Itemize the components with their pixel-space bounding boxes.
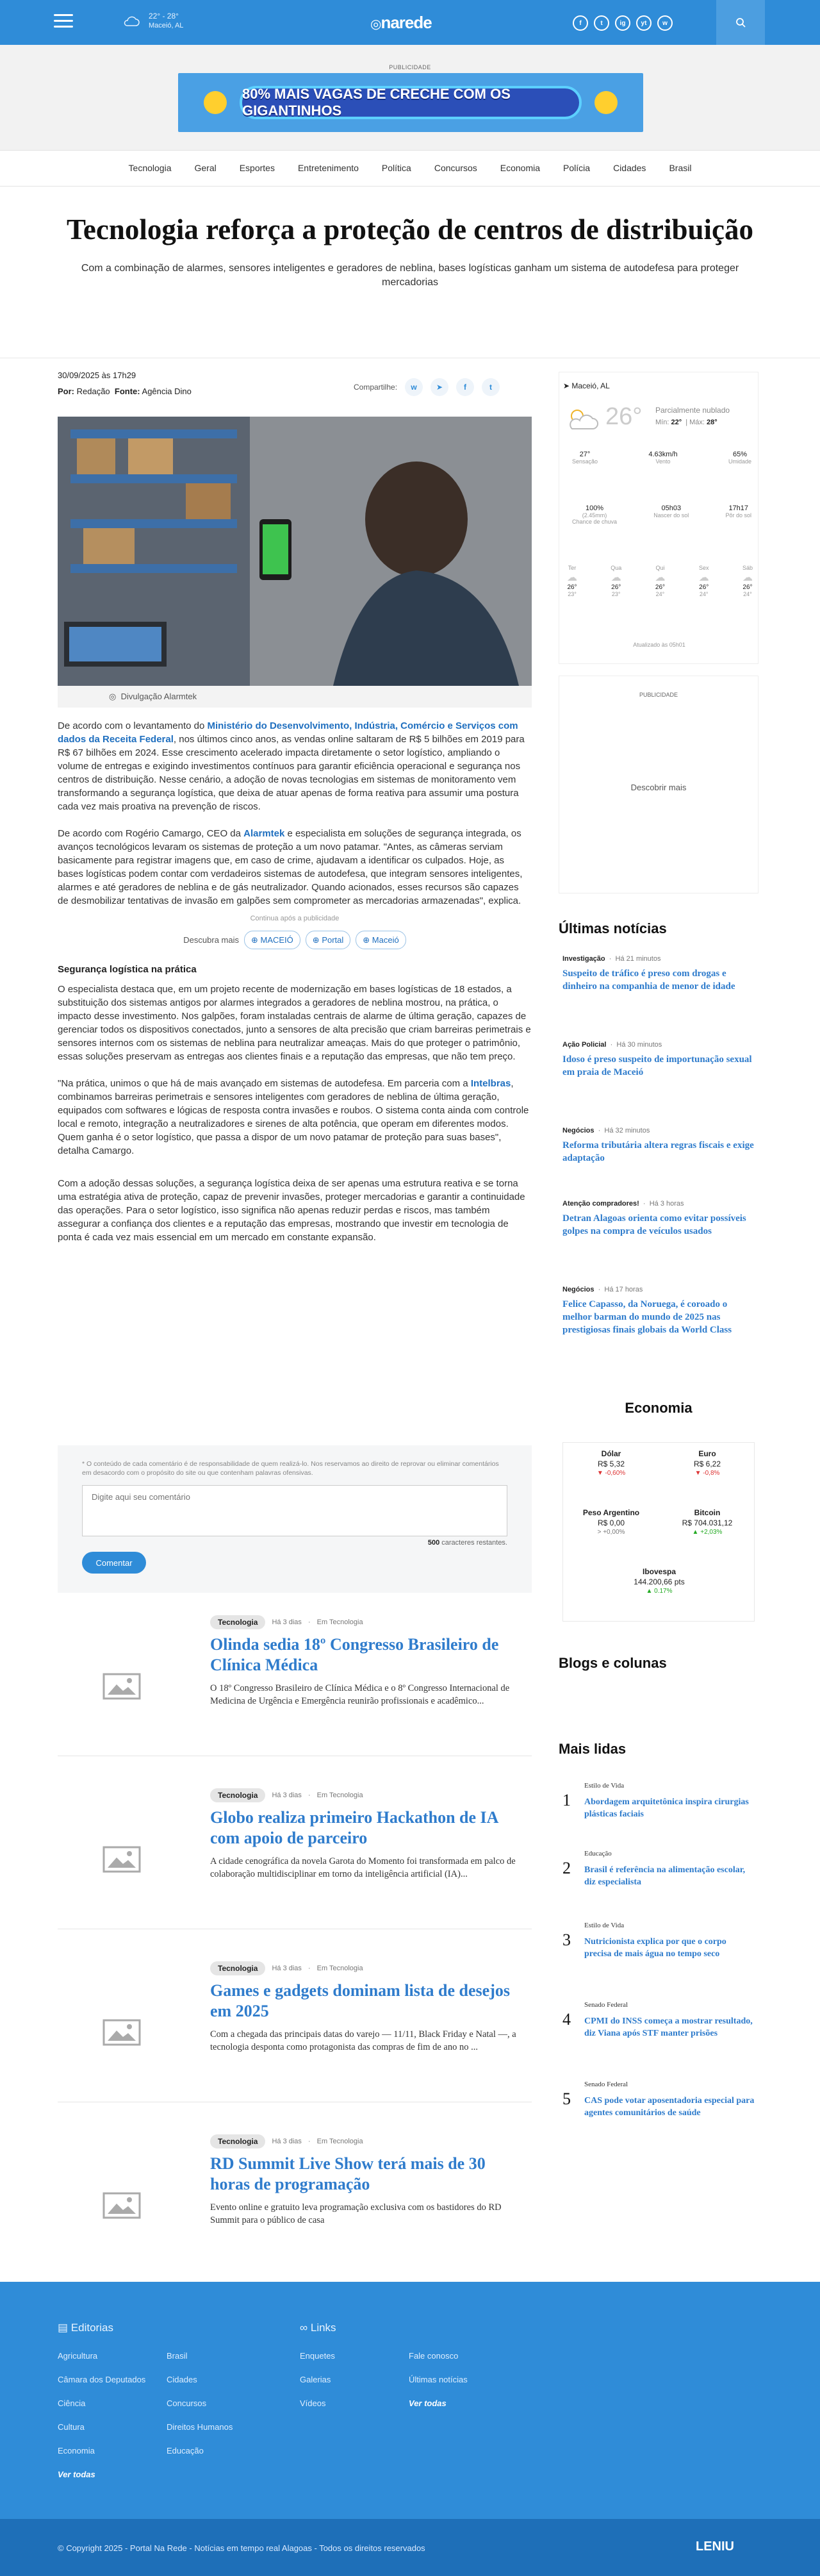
nav-item[interactable]: Cidades	[613, 163, 646, 173]
weather-temp: 26°	[605, 403, 643, 430]
currency-peso: Peso Argentino R$ 0,00 > +0,00%	[582, 1508, 640, 1536]
discover-tag[interactable]: ⊕ Portal	[306, 931, 350, 949]
footer-link[interactable]: Últimas notícias	[409, 2375, 468, 2384]
currency-euro: Euro R$ 6,22 ▼ -0,8%	[693, 1449, 721, 1477]
latest-news-title: Últimas notícias	[559, 920, 667, 936]
weather-updated: Atualizado às 05h01	[633, 642, 685, 648]
related-excerpt: O 18º Congresso Brasileiro de Clínica Médica e o 8º Congresso Internacional de Medicina de Urgência e Emergência reunirão profissionais e acadêmico...	[210, 1683, 510, 1706]
main-nav	[0, 151, 820, 187]
news-item[interactable]: Negócios · Há 32 minutos Reforma tributária altera regras fiscais e exige adaptação	[562, 1127, 754, 1163]
forecast-day: Ter ☁ 26° 23°	[567, 565, 577, 597]
footer	[0, 2282, 820, 2519]
footer-link[interactable]: Agricultura	[58, 2351, 98, 2361]
footer-editorias: ▤ Editorias Agricultura Brasil Câmara dos Deputados Cidades Ciência Concursos Cultura Direitos Humanos Economia Educação Ver todas	[58, 2322, 275, 2479]
article-subheading: Segurança logística na prática	[58, 964, 197, 975]
category-badge[interactable]: Tecnologia	[210, 2134, 265, 2148]
forecast-day: Sáb ☁ 26° 24°	[742, 565, 753, 597]
article-date: 30/09/2025 às 17h29	[58, 370, 136, 380]
developer-logo[interactable]: LENIU	[696, 2539, 734, 2554]
ad-banner-text: 80% MAIS VAGAS DE CRECHE COM OS GIGANTINHOS	[240, 86, 582, 119]
footer-link[interactable]: Concursos	[167, 2398, 207, 2408]
top-ad-zone	[0, 45, 820, 151]
facebook-icon[interactable]: f	[573, 15, 588, 31]
footer-link[interactable]: Câmara dos Deputados	[58, 2375, 146, 2384]
footer-see-all[interactable]: Ver todas	[58, 2470, 95, 2479]
index-ibovespa: Ibovespa 144.200,66 pts ▲ 0.17%	[634, 1567, 685, 1595]
whatsapp-icon[interactable]: w	[657, 15, 673, 31]
related-article[interactable]: Tecnologia Há 3 dias · Em Tecnologia Globo realiza primeiro Hackathon de IA com apoio de parceiro A cidade cenográfica da novela Garota do Momento foi transformada em palco de colaboração multidisciplinar em torno da inteligência artificial (IA)...	[58, 1788, 532, 1929]
nav-item[interactable]: Polícia	[563, 163, 591, 173]
news-item[interactable]: Investigação · Há 21 minutos Suspeito de tráfico é preso com drogas e dinheiro na companhia de menor de idade	[562, 955, 735, 992]
continue-ad-label: Continua após a publicidade	[250, 915, 340, 922]
smiley-icon	[204, 91, 227, 114]
forecast-day: Qua ☁ 26° 23°	[611, 565, 622, 597]
article-link[interactable]: Ministério do Desenvolvimento, Indústria, Comércio e Serviços com dados da Receita Federal	[58, 720, 518, 745]
news-item[interactable]: Atenção compradores! · Há 3 horas Detran Alagoas orienta como evitar possíveis golpes na compra de veículos usados	[562, 1200, 746, 1236]
copyright-text: © Copyright 2025 - Portal Na Rede - Notícias em tempo real Alagoas - Todos os direitos reservados	[58, 2543, 425, 2553]
footer-see-all[interactable]: Ver todas	[409, 2398, 447, 2408]
image-caption: ◎ Divulgação Alarmtek	[58, 686, 532, 708]
twitter-icon[interactable]: t	[594, 15, 609, 31]
smiley-icon	[594, 91, 618, 114]
related-title[interactable]: Globo realiza primeiro Hackathon de IA com apoio de parceiro	[210, 1808, 498, 1847]
site-logo[interactable]: ◎narede	[370, 13, 432, 32]
share-label: Compartilhe:	[354, 383, 398, 392]
footer-link[interactable]: Economia	[58, 2446, 95, 2456]
image-placeholder-icon	[102, 1846, 141, 1873]
weather-location[interactable]: ➤ Maceió, AL	[563, 381, 610, 390]
news-item[interactable]: Ação Policial · Há 30 minutos Idoso é preso suspeito de importunação sexual em praia de Maceió	[562, 1041, 752, 1077]
currency-bitcoin: Bitcoin R$ 704.031,12 ▲ +2,03%	[682, 1508, 733, 1536]
char-counter: 500 caracteres restantes.	[427, 1539, 507, 1547]
instagram-icon[interactable]: ig	[615, 15, 630, 31]
search-button[interactable]	[716, 0, 765, 45]
footer-link[interactable]: Enquetes	[300, 2351, 335, 2361]
ad-label: PUBLICIDADE	[389, 64, 431, 71]
whatsapp-share-icon[interactable]: w	[405, 378, 423, 396]
footer-link[interactable]: Ciência	[58, 2398, 86, 2408]
social-links	[573, 15, 673, 31]
cloud-icon	[123, 15, 140, 27]
header-temps: 22° - 28°	[149, 12, 179, 21]
article-source: Agência Dino	[142, 386, 192, 396]
related-title[interactable]: Games e gadgets dominam lista de desejos em 2025	[210, 1981, 510, 2020]
footer-link[interactable]: Galerias	[300, 2375, 331, 2384]
camera-icon: ◎	[109, 692, 117, 701]
nav-item[interactable]: Tecnologia	[128, 163, 172, 173]
related-article[interactable]: Tecnologia Há 3 dias · Em Tecnologia Olinda sedia 18º Congresso Brasileiro de Clínica Médica O 18º Congresso Brasileiro de Clínica Médica e o 8º Congresso Internacional de Medicina de Urgência e Emergência reunirão profissionais e acadêmico...	[58, 1615, 532, 1756]
discover-more-link[interactable]: Descobrir mais	[630, 783, 687, 792]
footer-link[interactable]: Cidades	[167, 2375, 197, 2384]
footer-link[interactable]: Direitos Humanos	[167, 2422, 233, 2432]
most-read-title: Mais lidas	[559, 1741, 627, 1757]
currency-dolar: Dólar R$ 5,32 ▼ -0,60%	[596, 1449, 626, 1477]
weather-forecast	[567, 565, 753, 597]
article-link[interactable]: Intelbras	[470, 1078, 511, 1089]
discover-more: Descubra mais ⊕ MACEIÓ ⊕ Portal ⊕ Maceió	[58, 931, 532, 949]
category-badge[interactable]: Tecnologia	[210, 1788, 265, 1802]
facebook-share-icon[interactable]: f	[456, 378, 474, 396]
comment-submit-button[interactable]: Comentar	[82, 1552, 146, 1574]
related-article[interactable]: Tecnologia Há 3 dias · Em Tecnologia RD Summit Live Show terá mais de 30 horas de programação Evento online e gratuito leva programação exclusiva com os bastidores do RD Summit para o público de casa	[58, 2134, 532, 2275]
footer-link[interactable]: Cultura	[58, 2422, 85, 2432]
article-meta: 30/09/2025 às 17h29 Por: Redação Fonte: Agência Dino	[58, 370, 192, 396]
economy-widget	[562, 1442, 755, 1622]
economy-title: Economia	[625, 1400, 693, 1416]
article-author: Redação	[76, 386, 110, 396]
footer-link[interactable]: Fale conosco	[409, 2351, 459, 2361]
related-article[interactable]: Tecnologia Há 3 dias · Em Tecnologia Games e gadgets dominam lista de desejos em 2025 Com a chegada das principais datas do varejo — 11/11, Black Friday e Natal —, a tecnologia desponta como protagonista das compras de fim de ano no ...	[58, 1961, 532, 2102]
discover-tag[interactable]: ⊕ MACEIÓ	[244, 931, 300, 949]
nav-item[interactable]: Política	[381, 163, 411, 173]
most-read-item[interactable]: 2 Educação Brasil é referência na alimentação escolar, diz especialista	[562, 1850, 746, 1887]
most-read-item[interactable]: 1 Estilo de Vida Abordagem arquitetônica inspira cirurgias plásticas faciais	[562, 1782, 749, 1819]
nav-item[interactable]: Concursos	[434, 163, 477, 173]
related-excerpt: Com a chegada das principais datas do varejo — 11/11, Black Friday e Natal —, a tecnologia desponta como protagonista das compras de fim de ano no ...	[210, 2029, 516, 2052]
comment-box	[58, 1445, 532, 1593]
comment-note: * O conteúdo de cada comentário é de responsabilidade de quem realizá-lo. Nos reservamos ao direito de reprovar ou eliminar comentários em desacordo com o propósito do site ou que contenham palavras ofensivas.	[82, 1460, 499, 1477]
most-read-item[interactable]: 5 Senado Federal CAS pode votar aposentadoria especial para agentes comunitários de saúde	[562, 2081, 755, 2118]
link-icon: ∞	[300, 2322, 308, 2334]
article-title: Tecnologia reforça a proteção de centros de distribuição	[67, 213, 753, 245]
hero-image	[58, 417, 532, 686]
search-icon	[735, 17, 746, 28]
most-read-item[interactable]: 3 Estilo de Vida Nutricionista explica por que o corpo precisa de mais água no tempo seco	[562, 1922, 726, 1959]
nav-item[interactable]: Brasil	[669, 163, 692, 173]
telegram-share-icon[interactable]: ➤	[430, 378, 448, 396]
partly-cloudy-icon	[563, 407, 602, 433]
image-placeholder-icon	[102, 2192, 141, 2219]
header-city: Maceió, AL	[149, 22, 184, 29]
top-bar	[0, 0, 820, 45]
article-header	[58, 212, 762, 290]
footer-link[interactable]: Vídeos	[300, 2398, 326, 2408]
nav-item[interactable]: Entretenimento	[297, 163, 359, 173]
comment-input[interactable]	[82, 1485, 507, 1536]
related-title[interactable]: Olinda sedia 18º Congresso Brasileiro de Clínica Médica	[210, 1635, 499, 1674]
twitter-share-icon[interactable]: t	[482, 378, 500, 396]
category-badge[interactable]: Tecnologia	[210, 1615, 265, 1629]
footer-links: ∞ Links Enquetes Fale conosco Galerias Últimas notícias Vídeos Ver todas	[300, 2322, 518, 2408]
nav-item[interactable]: Geral	[194, 163, 217, 173]
forecast-day: Qui ☁ 26° 24°	[655, 565, 666, 597]
related-title[interactable]: RD Summit Live Show terá mais de 30 horas de programação	[210, 2154, 486, 2193]
article-link[interactable]: Alarmtek	[243, 828, 285, 839]
menu-icon[interactable]	[54, 14, 73, 29]
discover-tag[interactable]: ⊕ Maceió	[356, 931, 406, 949]
category-badge[interactable]: Tecnologia	[210, 1961, 265, 1975]
copyright-bar	[0, 2519, 820, 2576]
weather-stats-row: 27° Sensação 4.63km/h Vento 65% Umidade	[572, 451, 751, 465]
sidebar-ad: PUBLICIDADE Descobrir mais	[559, 676, 758, 893]
share-bar	[354, 378, 500, 396]
related-excerpt: A cidade cenográfica da novela Garota do Momento foi transformada em palco de colaboração multidisciplinar em torno da inteligência artificial (IA)...	[210, 1856, 516, 1879]
nav-item[interactable]: Economia	[500, 163, 541, 173]
news-item[interactable]: Negócios · Há 17 horas Felice Capasso, da Noruega, é coroado o melhor barman do mundo de 2025 nas prestigiosas finais globais da World Class	[562, 1286, 732, 1335]
blogs-title: Blogs e colunas	[559, 1655, 667, 1671]
weather-widget: ➤ Maceió, AL 26° Parcialmente nublado Mín: 22° | Máx: 28° 27° Sensação 4.63km/h Vento 65% Umidade 100% (2.45mm) Chance de chuva 05h03 Nascer do sol 17h17 Pôr do sol Ter ☁ 26° 23° Qua ☁ 26° 23° Qui ☁ 26° 24° Sex ☁ 26° 24° Sáb ☁ 26° 24° Atualizado às 05h01	[559, 372, 758, 664]
youtube-icon[interactable]: yt	[636, 15, 652, 31]
footer-link[interactable]: Educação	[167, 2446, 204, 2456]
article-subtitle: Com a combinação de alarmes, sensores inteligentes e geradores de neblina, bases logísticas ganham um sistema de autodefesa para proteger mercadorias	[81, 263, 739, 288]
most-read-item[interactable]: 4 Senado Federal CPMI do INSS começa a mostrar resultado, diz Viana após STF manter prisões	[562, 2001, 753, 2038]
ad-banner[interactable]	[178, 73, 643, 132]
weather-stats-row: 100% (2.45mm) Chance de chuva 05h03 Nascer do sol 17h17 Pôr do sol	[572, 504, 751, 525]
image-placeholder-icon	[102, 2019, 141, 2046]
nav-item[interactable]: Esportes	[239, 163, 275, 173]
article-body: De acordo com o levantamento do Ministério do Desenvolvimento, Indústria, Comércio e Serviços com dados da Receita Federal, nos últimos cinco anos, as vendas online saltaram de R$ 5 bilhões em 2019 para R$ 67 bilhões em 2024. Esse crescimento acelerado impacta diretamente o setor logístico, ampliando o volume de entregas e exigindo investimentos contínuos para garantir eficiência operacional e segurança nos centros de distribuição. Nesse cenário, a adoção de novas tecnologias em sistemas de monitoramento vem transformando a segurança logística, que deixa de atuar apenas de forma reativa para assumir uma postura cada vez mais proativa na prevenção de riscos. De acordo com Rogério Camargo, CEO da Alarmtek e especialista em soluções de segurança integrada, os avanços tecnológicos levaram os sistemas de proteção a um novo patamar. "Antes, as câmeras serviam basicamente para registrar imagens que, em caso de crime, ajudavam a identificar os culpados. Hoje, as bases logísticas podem contar com verdadeiros sistemas de autodefesa, que integram sensores inteligentes, alarmes e até geradores de neblina e de gás neutralizador. Quando acionados, esses recursos são capazes de desmobilizar tentativas de invasão em galpões sem comprometer as mercadorias armazenadas", explica. Continua após a publicidade Descubra mais ⊕ MACEIÓ ⊕ Portal ⊕ Maceió Segurança logística na prática O especialista destaca que, em um projeto recente de modernização em bases logísticas de 18 estados, a substituição dos sistemas antigos por alarmes integrados a geradores de neblina mostrou, na prática, o impacto desse investimento. Nos galpões, foram instaladas centrais de alarme de última geração, capazes de gerenciar todos os dispositivos conectados, junto a sensores de alta precisão que criam barreiras perimetrais e sensores internos com os sistemas de neblina para neutralizar ameaças. Mais do que proteger o patrimônio, essas soluções preservam as entregas aos clientes finais e a reputação das empresas, que não tem preço. "Na prática, unimos o que há de mais avançado em sistemas de autodefesa. Em parceria com a Intelbras, combinamos barreiras perimetrais e sensores inteligentes com geradores de neblina de última geração, equipados com softwares e lógicas de resposta contra invasões e roubos. O sistema conta ainda com controle local e remoto, integração a neutralizadores e sirenes de alta potência, que operam em diferentes modos. Quem ganha é o setor logístico, que passa a dispor de um novo patamar de proteção para suas bases", detalha Camargo. Com a adoção dessas soluções, a segurança logística deixa de ser apenas uma estrutura reativa e se torna uma estratégia ativa de proteção, capaz de prevenir invasões, proteger mercadorias e garantir a continuidade das operações. Para o setor logístico, isso significa não apenas reduzir perdas e riscos, mas também assegurar a confiança dos clientes e a reputação das empresas, mostrando que investir em tecnologia de ponta é cada vez mais essencial em um mercado em constante expansão.	[58, 720, 531, 1243]
forecast-day: Sex ☁ 26° 24°	[698, 565, 709, 597]
list-icon: ▤	[58, 2322, 69, 2334]
image-placeholder-icon	[102, 1673, 141, 1700]
footer-link[interactable]: Brasil	[167, 2351, 188, 2361]
weather-condition: Parcialmente nublado	[655, 406, 730, 415]
related-excerpt: Evento online e gratuito leva programação exclusiva com os bastidores do RD Summit para o público de casa	[210, 2202, 502, 2225]
